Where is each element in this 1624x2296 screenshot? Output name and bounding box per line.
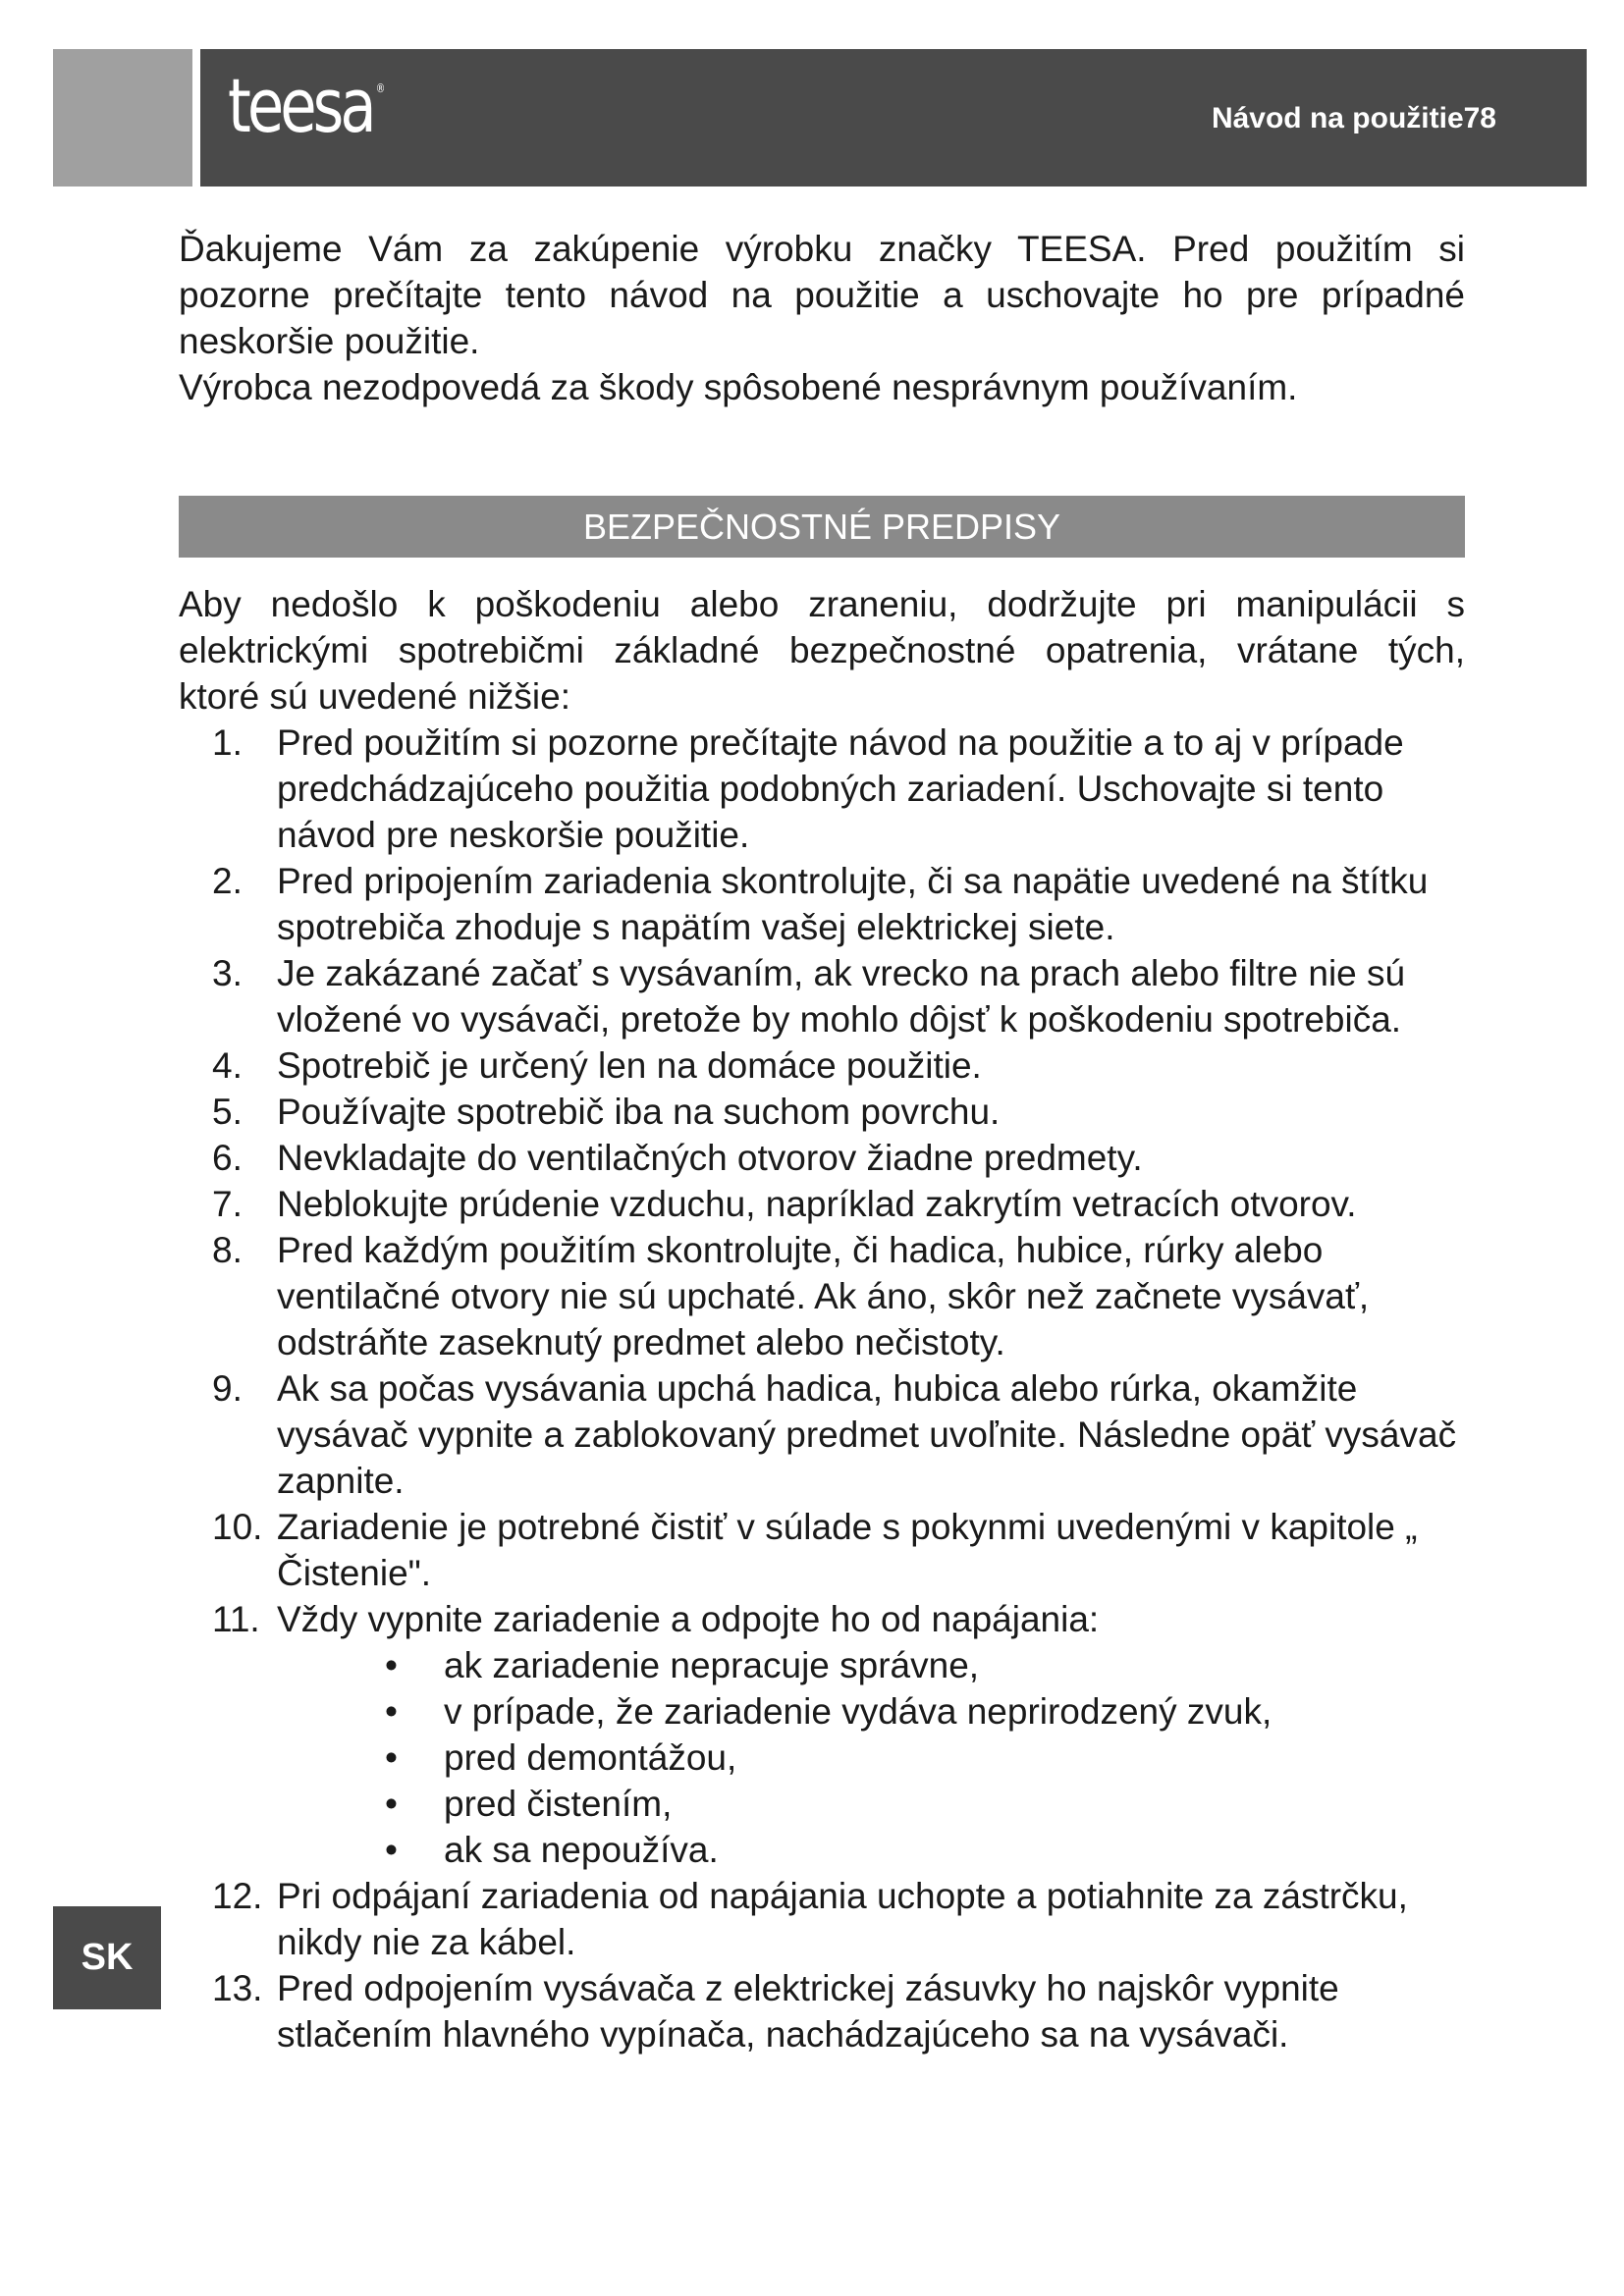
lead-line: elektrickými spotrebičmi základné bezpečnostné opatrenia, vrátane tých,: [179, 630, 1465, 670]
bullet-item: • v prípade, že zariadenie vydáva neprirodzený zvuk,: [385, 1691, 1272, 1732]
list-item: 2. Pred pripojením zariadenia skontrolujte, či sa napätie uvedené na štítku spotrebiča zhoduje s napätím vašej elektrickej siete.: [212, 861, 1429, 947]
language-tab: SK: [53, 1906, 161, 2009]
intro-line: neskoršie použitie.: [179, 321, 480, 361]
list-item: 1. Pred použitím si pozorne prečítajte návod na použitie a to aj v prípade predchádzajúceho použitia podobných zariadení. Uschovajte si tento návod pre neskoršie použitie.: [212, 722, 1404, 855]
list-item: 11. Vždy vypnite zariadenie a odpojte ho od napájania: • ak zariadenie nepracuje správne, • v prípade, že zariadenie vydáva neprirodzený zvuk, • pred demontážou, • pred čistením, • ak sa nepoužíva.: [179, 1596, 1465, 1873]
intro-line: pozorne prečítajte tento návod na použitie a uschovajte ho pre prípadné: [179, 275, 1465, 315]
brand-logo: teesa ®: [228, 62, 386, 149]
intro-text: [179, 226, 1465, 410]
document-title: Návod na použitie78: [1211, 102, 1496, 134]
header-bar: [200, 49, 1587, 187]
bullet-item: • pred čistením,: [385, 1784, 673, 1824]
section-heading: BEZPEČNOSTNÉ PREDPISY: [179, 496, 1465, 558]
safety-body: [179, 581, 1465, 2057]
intro-disclaimer: Výrobca nezodpovedá za škody spôsobené nesprávnym používaním.: [179, 367, 1298, 407]
list-item: 8. Pred každým použitím skontrolujte, či hadica, hubice, rúrky alebo ventilačné otvory nie sú upchaté. Ak áno, skôr než začnete vysávať, odstráňte zaseknutý predmet alebo nečistoty.: [212, 1230, 1370, 1362]
list-item: 4. Spotrebič je určený len na domáce použitie.: [212, 1045, 982, 1086]
list-item: 3. Je zakázané začať s vysávaním, ak vrecko na prach alebo filtre nie sú vložené vo vysávači, pretože by mohlo dôjsť k poškodeniu spotrebiča.: [212, 953, 1406, 1040]
bullet-list: [277, 1642, 1465, 1873]
list-item: 6. Nevkladajte do ventilačných otvorov žiadne predmety.: [212, 1138, 1143, 1178]
list-item: 7. Neblokujte prúdenie vzduchu, napríklad zakrytím vetracích otvorov.: [212, 1184, 1357, 1224]
list-item: 12. Pri odpájaní zariadenia od napájania uchopte a potiahnite za zástrčku, nikdy nie za kábel.: [212, 1876, 1408, 1962]
list-item: 9. Ak sa počas vysávania upchá hadica, hubica alebo rúrka, okamžite vysávač vypnite a zablokovaný predmet uvoľnite. Následne opäť vysávač zapnite.: [212, 1368, 1457, 1501]
safety-list: [179, 720, 1465, 2057]
lead-line: ktoré sú uvedené nižšie:: [179, 676, 571, 717]
list-item: 10. Zariadenie je potrebné čistiť v súlade s pokynmi uvedenými v kapitole „ Čistenie".: [212, 1507, 1418, 1593]
list-item: 5. Používajte spotrebič iba na suchom povrchu.: [212, 1092, 1001, 1132]
bullet-item: • ak zariadenie nepracuje správne,: [385, 1645, 980, 1685]
lead-line: Aby nedošlo k poškodeniu alebo zraneniu, dodržujte pri manipulácii s: [179, 584, 1465, 624]
bullet-item: • ak sa nepoužíva.: [385, 1830, 719, 1870]
header-gray-block: [53, 49, 192, 187]
list-item: 13. Pred odpojením vysávača z elektrickej zásuvky ho najskôr vypnite stlačením hlavného vypínača, nachádzajúceho sa na vysávači.: [212, 1968, 1339, 2055]
intro-line: Ďakujeme Vám za zakúpenie výrobku značky TEESA. Pred použitím si: [179, 229, 1465, 269]
bullet-item: • pred demontážou,: [385, 1737, 737, 1778]
